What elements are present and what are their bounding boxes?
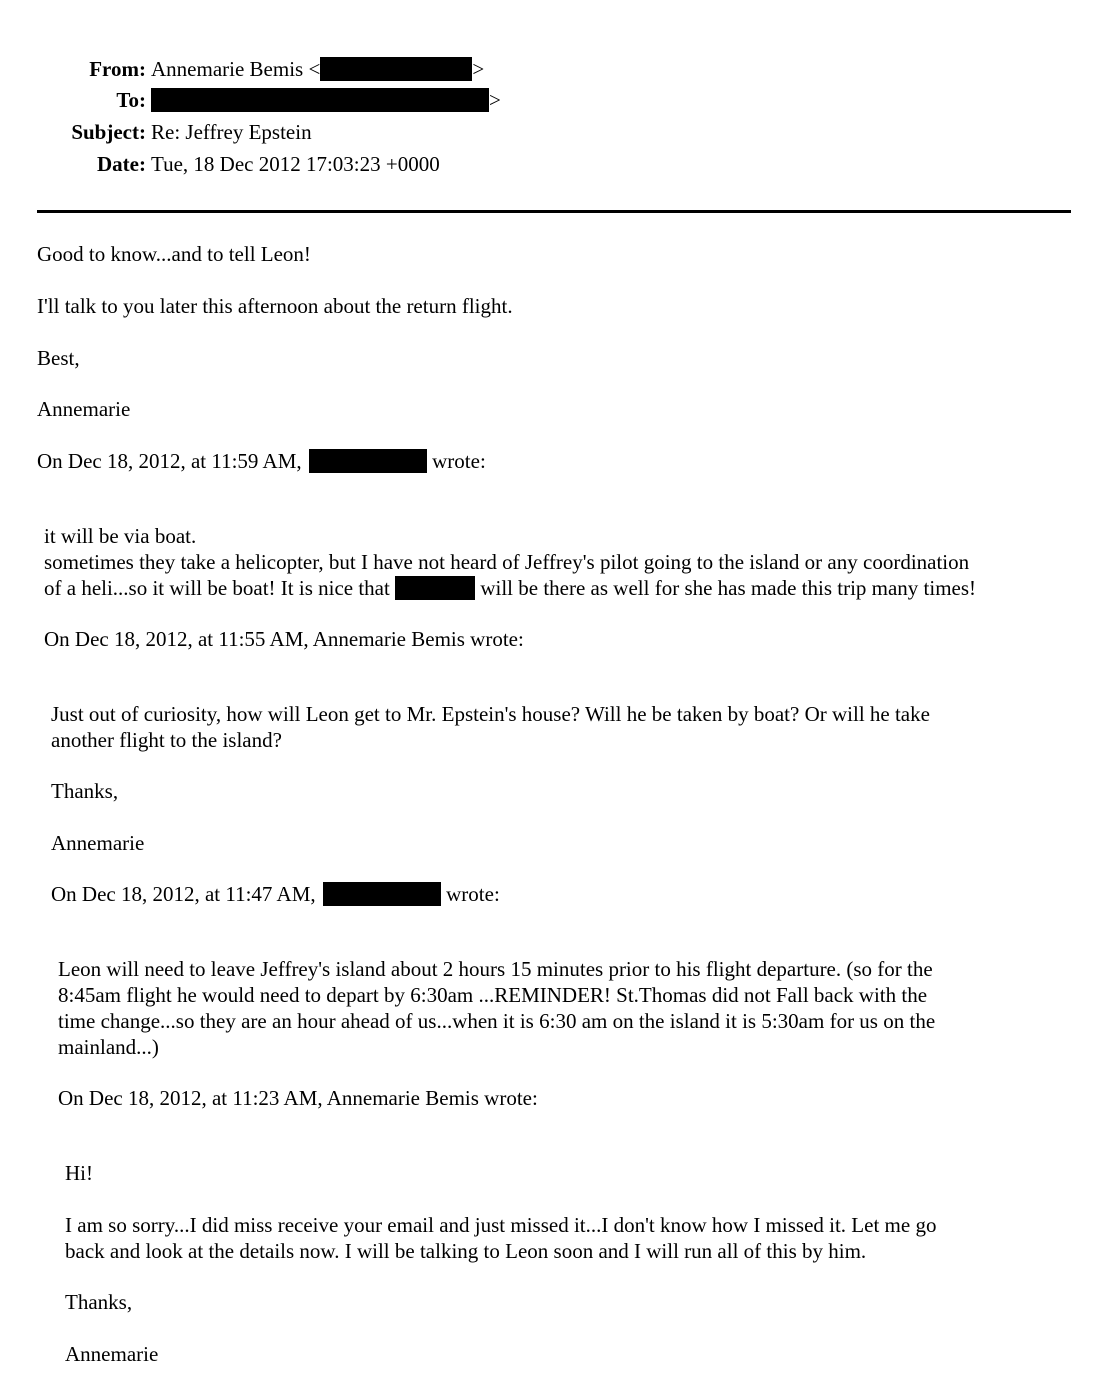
quote-intro: On Dec 18, 2012, at 11:59 AM, wrote: [37,449,486,473]
quote-line: time change...so they are an hour ahead of us...when it is 6:30 am on the island it is 5:30am for us on the [58,1009,936,1033]
subject-value: Re: Jeffrey Epstein [151,120,312,144]
signature: Annemarie [37,397,131,421]
subject-label: Subject: [71,120,146,144]
quote-intro: On Dec 18, 2012, at 11:47 AM, wrote: [51,882,500,906]
body-paragraph: I'll talk to you later this afternoon about the return flight. [37,294,513,318]
to-label: To: [116,88,146,112]
from-close: > [472,57,485,81]
redaction-box [323,882,441,906]
quote-line: Hi! [65,1161,93,1185]
quote-line: sometimes they take a helicopter, but I have not heard of Jeffrey's pilot going to the island or any coordination [44,550,970,574]
quote-line: 8:45am flight he would need to depart by 6:30am ...REMINDER! St.Thomas did not Fall back with the [58,983,928,1007]
redaction-box [151,88,489,112]
quote-intro: On Dec 18, 2012, at 11:55 AM, Annemarie Bemis wrote: [44,627,524,651]
redaction-box [309,449,427,473]
quote-line: back and look at the details now. I will be talking to Leon soon and I will run all of this by him. [65,1239,867,1263]
quote-line: another flight to the island? [51,728,282,752]
quote-line: mainland...) [58,1035,159,1059]
quote-line: it will be via boat. [44,524,197,548]
quote-line: of a heli...so it will be boat! It is nice that will be there as well for she has made this trip many times! [44,576,977,600]
body-paragraph: Good to know...and to tell Leon! [37,242,311,266]
date-value: Tue, 18 Dec 2012 17:03:23 +0000 [151,152,440,176]
date-label: Date: [97,152,146,176]
from-value: Annemarie Bemis < [151,57,321,81]
quote-intro: On Dec 18, 2012, at 11:23 AM, Annemarie Bemis wrote: [58,1086,538,1110]
quote-line: Just out of curiosity, how will Leon get to Mr. Epstein's house? Will he be taken by boat? Or will he take [51,702,930,726]
quote-line: Leon will need to leave Jeffrey's island about 2 hours 15 minutes prior to his flight departure. (so for the [58,957,933,981]
redaction-box [320,57,472,81]
signature: Annemarie [65,1342,159,1366]
to-close: > [489,88,501,112]
signature: Annemarie [51,831,145,855]
quote-line: Thanks, [65,1290,133,1314]
from-label: From: [89,57,146,81]
header-divider [37,210,1071,213]
quote-line: Thanks, [51,779,119,803]
quote-line: I am so sorry...I did miss receive your email and just missed it...I don't know how I missed it. Let me go [65,1213,937,1237]
redaction-box [395,576,475,600]
body-paragraph: Best, [37,346,80,370]
